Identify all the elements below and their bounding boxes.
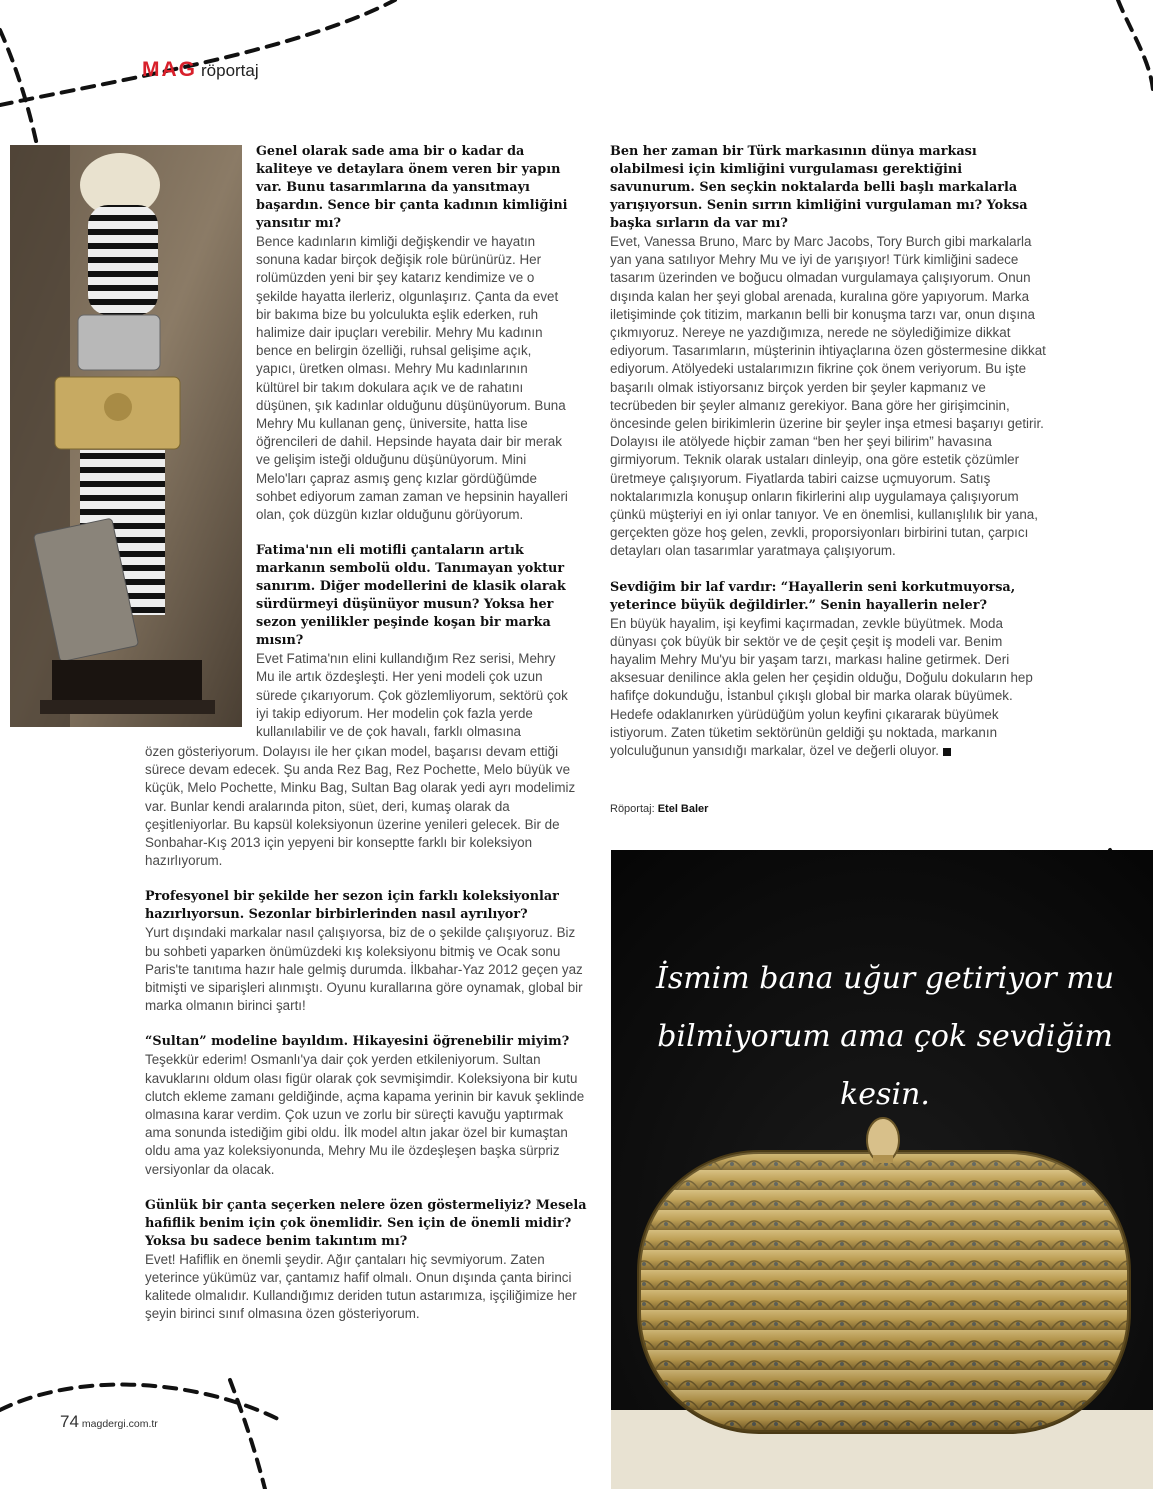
answer-6: Evet, Vanessa Bruno, Marc by Marc Jacobs, Tory Burch gibi markalarla yan yana satılıyor Mehry Mu ve iyi de yarışıyor! Türk kimliğini sadece tasarım üzerinden ve boğucu olmadan vurgulamaya çalışıyorum. Onun dışında kalan her şeyi global arenada, kuralına göre yapıyorum. Marka iletişiminde çok titizim, markanın belli bir konuşma tarzı var, onun dışına çıkmıyoruz. Nereye ne yazdığımıza, nerede ne söylediğimize dikkat ediyorum. Tasarımların, müşterinin ihtiyaçlarına özen göstermesine dikkat ediyorum. Atölyedeki ustalarımızın fikrine çok önem veriyorum. Bu işte başarılı olmak istiyorsanız birçok yerden bir şeyler kapmanız ve tecrübeden bir şeyler almanız gerekiyor. Bana göre her girişimcinin, öncesinde gelen birikimlerin üzerine bir şeyler inşa etmesi başarıyı getirir. Dolayısı ile atölyede hiçbir zaman “ben her şeyi bilirim” havasına girmiyorum. Teknik olarak ustaları dinleyip, ona göre estetik çözümler üretmeye çalışıyorum. Fiyatlarda tabiri caizse uçmuyorum. Satış noktalarımızla konuşup onların fikirlerini alıp uygulamaya çalışıyorum çünkü müşteriyi en iyi onlar tanıyor. Ve en önemlisi, kullanışlılık bir yana, gerçekten göze hoş gelen, zevkli, proporsiyonları birbirini tutan, çarpıcı detayları olan tasarımlar yaratmaya çalışıyorum.: [610, 234, 1046, 559]
answer-3: Yurt dışındaki markalar nasıl çalışıyorsa, biz de o şekilde çalışıyoruz. Biz bu sohbeti yaparken önümüzdeki kış koleksiyonu bitmiş ve Ocak sonu Paris'te tanıtıma hazır hale gelmiş durumda. İlkbahar-Yaz 2012 geçen yaz bitmişti ve siparişleri alınmıştı. Oyunu kurallarına göre oynamak, global bir marka olmanın birinci şartı!: [145, 925, 583, 1014]
answer-1: Bence kadınların kimliği değişkendir ve hayatın sonuna kadar birçok değişik role bürünürüz. Her rolümüzden yeni bir şey katarız kendimize ve o şekilde hayatta ilerleriz, olgunlaşırız. Çanta da evet bir bakıma bize bu yolculukta eşlik ederken, ruh halimize dair ipuçları verebilir. Mehry Mu kadının bence en belirgin özelliği, ruhsal gelişime açık, yapıcı, üretken olması. Mehry Mu kadınlarının kültürel bir takım dokulara açık ve de rahatını düşünen, şık kadınlar olduğunu düşünüyorum. Buna Mehry Mu kullanan genç, üniversite, hatta lise öğrencileri de dahil. Hepsinde hayata dair bir merak ve gelişim isteği olduğunu düşünüyorum. Mini Melo'ları çapraz asmış genç kızlar gördüğümde sohbet ediyorum zaman zaman ve hepsinin hayalleri olan, çok düzgün kızlar olduğunu görüyorum.: [256, 234, 568, 523]
article-column-right: [610, 143, 1046, 760]
question-6: Ben her zaman bir Türk markasının dünya markası olabilmesi için kimliğini vurgulaması gerektiğini savunurum. Sen seçkin noktalarda belli başlı markalarla yarışıyorsun. Senin sırrın kimliğini vurgulaman mı? Yoksa başka sırların da var mı?: [610, 144, 1028, 231]
question-1: Genel olarak sade ama bir o kadar da kaliteye ve detaylara önem veren bir yapın var. Bunu tasarımlarına da yansıtmayı başardın. Sence bir çanta kadının kimliğini yansıtır mı?: [256, 144, 568, 231]
answer-2-start: Evet Fatima'nın elini kullandığım Rez serisi, Mehry Mu ile artık özdeşleşti. Her yeni modeli çok uzun sürede çıkarıyorum. Çok gözlemliyorum, sektörü çok iyi takip ediyorum. Her modelin çok fazla yerde kullanılabilir ve de çok havalı, farklı olmasına: [256, 651, 568, 740]
pull-quote-line-2: bilmiyorum ama çok sevdiğim kesin.: [657, 1019, 1113, 1112]
pull-quote-line-1: İsmim bana uğur getiriyor mu: [655, 961, 1115, 996]
answer-4: Teşekkür ederim! Osmanlı'ya dair çok yerden etkileniyorum. Sultan kavuklarını oldum olası figür olarak çok sevmişimdir. Koleksiyona bir kutu clutch ekleme zamanı geldiğinde, açma kapama yerinin bir kavuk şeklinde olmasına karar verdim. Çok uzun ve zorlu bir süreçti kavuğu yaptırmak ama sonunda istediğim gibi oldu. İlk model altın jakar özel bir kumaştan oldu ama yaz koleksiyonunda, Mehry Mu ile özdeşleşen başka sürpriz versiyonlar da olacak.: [145, 1052, 585, 1177]
article-column-left-bottom: [145, 743, 587, 1324]
credit-name: Etel Baler: [657, 803, 709, 815]
question-3: Profesyonel bir şekilde her sezon için farklı koleksiyonlar hazırlıyorsun. Sezonlar birbirlerinden nasıl ayrılıyor?: [145, 889, 559, 923]
answer-2-end: özen gösteriyorum. Dolayısı ile her çıkan model, başarısı devam ettiği sürece devam edecek. Şu anda Rez Bag, Rez Pochette, Melo büyük ve küçük, Melo Pochette, Minku Bag, Sultan Bag olarak yedi ayrı modelimiz var. Bunlar kendi aralarında piton, süet, deri, kumaş olarak da çeşitleniyorlar. Bu kapsül koleksiyonun üzerine yenileri gelecek. Bir de Sonbahar-Kış 2013 için yepyeni bir konseptte farklı bir koleksiyon hazırlıyorum.: [145, 744, 576, 869]
answer-5: Evet! Hafiflik en önemli şeydir. Ağır çantaları hiç sevmiyorum. Zaten yeterince yükümüz var, çantamız hafif olmalı. Onun dışında çanta birinci kalitede olmalıdır. Kullandığımız deriden tutun astarımıza, işçiliğimize her şeyin birinci sınıf olmasına özen gösteriyorum.: [145, 1251, 577, 1322]
site-url: magdergi.com.tr: [81, 1418, 158, 1430]
question-2: Fatima'nın eli motifli çantaların artık markanın sembolü oldu. Tanımayan yoktur sanırım. Diğer modellerini de klasik olarak sürdürmeyi düşünüyor musun? Yoksa her sezon yenilikler peşinde koşan bir marka mısın?: [256, 543, 566, 649]
brand-logo: MAG: [142, 58, 197, 81]
article-column-left-top: [256, 143, 574, 741]
credit-label: Röportaj:: [610, 803, 655, 815]
question-5: Günlük bir çanta seçerken nelere özen göstermeliyiz? Mesela hafiflik benim için çok önemlidir. Sen için de önemli midir? Yoksa bu sadece benim takıntım mı?: [145, 1197, 587, 1249]
question-4: “Sultan” modeline bayıldım. Hikayesini öğrenebilir miyim?: [145, 1034, 570, 1050]
interview-credit: [610, 803, 708, 815]
page-header: [142, 58, 259, 82]
page-number: 74: [60, 1412, 79, 1431]
page-footer: [60, 1412, 158, 1432]
end-mark: [943, 748, 951, 756]
pull-quote: [640, 950, 1130, 1124]
question-7: Sevdiğim bir laf vardır: “Hayallerin seni korkutmuyorsa, yeterince büyük değildirler.” Senin hayallerin neler?: [610, 579, 1016, 613]
sultan-clutch-photo: [611, 850, 1153, 1489]
answer-7: En büyük hayalim, işi keyfimi kaçırmadan, zevkle büyütmek. Moda dünyası çok büyük bir sektör ve de çeşit çeşit iş modeli var. Benim hayalim Mehry Mu'yu bir yaşam tarzı, markası haline getirmek. Deri aksesuar denilince akla gelen her çeşidin olduğu, Doğulu dokuların hep hafifçe dokunduğu, İstanbul çıkışlı global bir marka olarak büyümek. Hedefe odaklanırken yürüdüğüm yolun keyfini çıkararak büyümek istiyorum. Zaten tüketim sektörünün geldiği şu noktada, markanın yolculuğunun yansıdığı markalar, özel ve değerli oluyor.: [610, 615, 1033, 759]
section-label: röportaj: [201, 61, 259, 80]
zebra-sculpture-photo: [10, 145, 242, 727]
